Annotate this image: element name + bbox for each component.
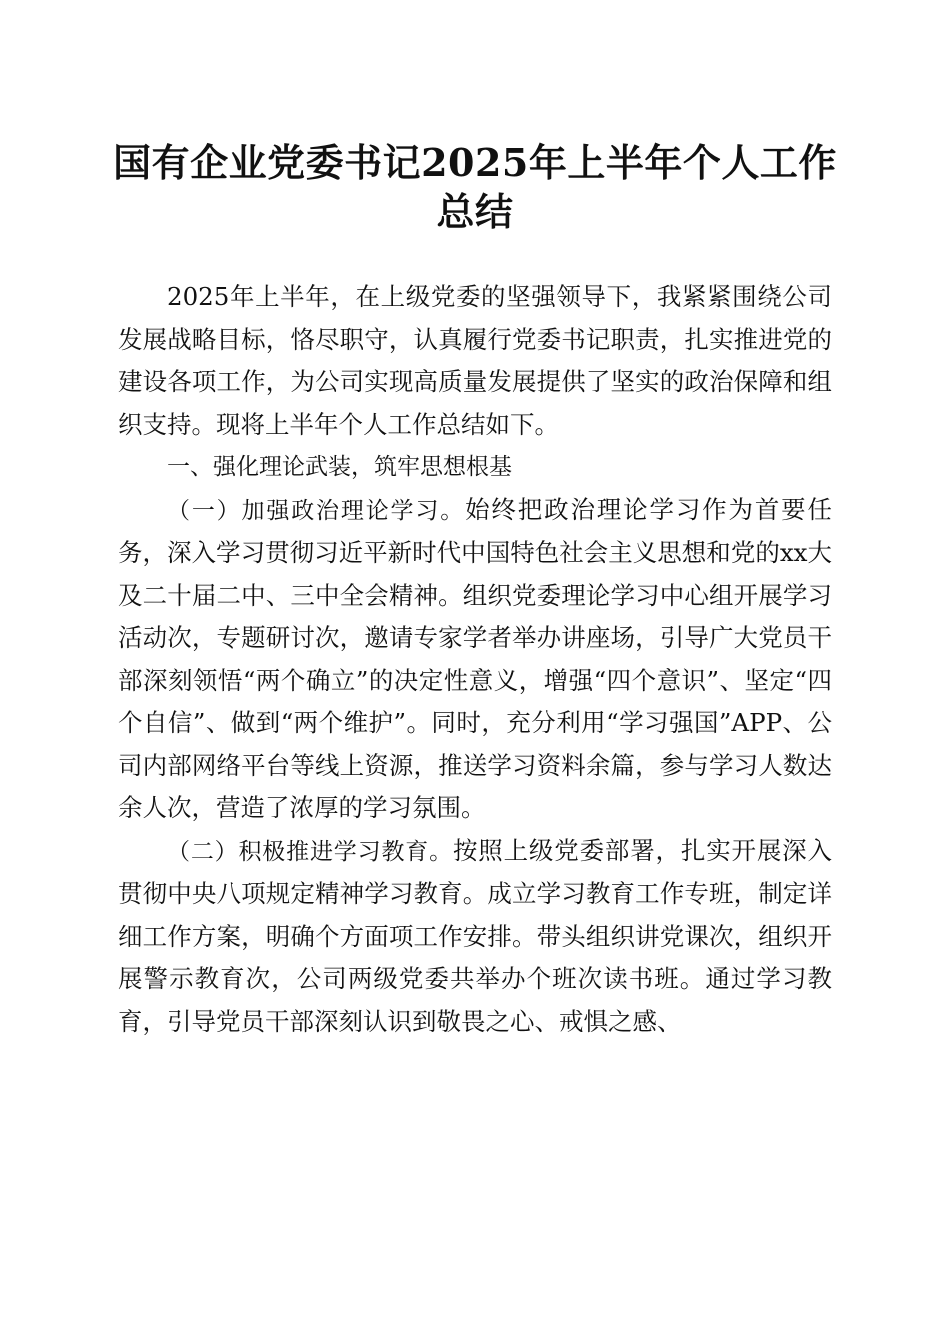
item-1-text: 始终把政治理论学习作为首要任务，深入学习贯彻习近平新时代中国特色社会主义思想和党的xx大及二十届二中、三中全会精神。组织党委理论学习中心组开展学习活动次，专题研讨次，邀请专家学者举办讲座场，引导广大党员干部深刻领悟“两个确立”的决定性意义，增强“四个意识”、坚定“四个自信”、做到“两个维护”。同时，充分利用“学习强国”APP、公司内部网络平台等线上资源，推送学习资料余篇，参与学习人数达余人次，营造了浓厚的学习氛围。 [118, 494, 833, 822]
item-2-text: 按照上级党委部署，扎实开展深入贯彻中央八项规定精神学习教育。成立学习教育工作专班，制定详细工作方案，明确个方面项工作安排。带头组织讲党课次，组织开展警示教育次，公司两级党委共举办个班次读书班。通过学习教育，引导党员干部深刻认识到敬畏之心、戒惧之感、 [118, 835, 833, 1036]
paragraph-item-2 [118, 830, 832, 1044]
section-heading-1: 一、强化理论武装，筑牢思想根基 [167, 454, 512, 480]
paragraph-item-1 [118, 489, 832, 830]
intro-paragraph: 2025年上半年，在上级党委的坚强领导下，我紧紧围绕公司发展战略目标，恪尽职守，认真履行党委书记职责，扎实推进党的建设各项工作，为公司实现高质量发展提供了坚实的政治保障和组织支持。现将上半年个人工作总结如下。 [118, 282, 832, 439]
item-1-lead: （一）加强政治理论学习。 [167, 497, 466, 524]
document-title: 国有企业党委书记2025年上半年个人工作总结 [113, 140, 837, 234]
document-body [118, 276, 832, 1043]
item-2-lead: （二）积极推进学习教育。 [167, 838, 453, 865]
